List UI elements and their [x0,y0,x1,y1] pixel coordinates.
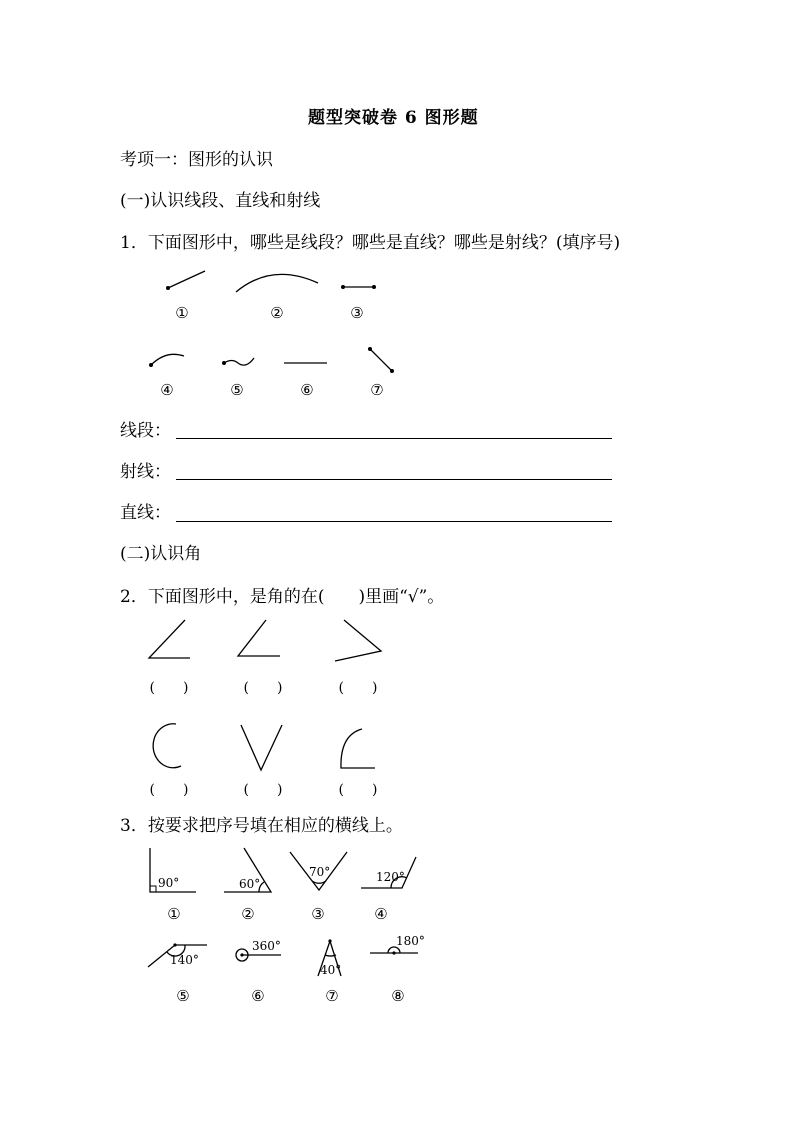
angle-value: 40° [320,963,342,977]
question-1-text: 1．下面图形中，哪些是线段？哪些是直线？哪些是射线？(填序号) [120,233,621,253]
figure-label: ⑥ [300,381,314,399]
angle-value: 360° [252,939,281,953]
answer-label-segment: 线段： [120,421,171,441]
figure-label: ③ [311,905,325,923]
angle-arc [312,881,326,883]
figure-label: ② [241,905,255,923]
figure-label: ⑤ [230,381,244,399]
figure-label: ① [167,905,181,923]
answer-label-line: 直线： [120,503,171,523]
figure-label: ⑥ [251,987,265,1005]
angle-value: 70° [309,865,331,879]
figure-label: ③ [350,304,364,322]
figure-label: ⑤ [176,987,190,1005]
part-heading: (二)认识角 [120,544,202,564]
angle-value: 140° [170,953,199,967]
question-3-text: 3．按要求把序号填在相应的横线上。 [120,816,403,836]
figure-label: ④ [160,381,174,399]
figure-label: ⑧ [391,987,405,1005]
vertex-dot [328,939,331,942]
figure-label: ⑦ [370,381,384,399]
angle-arc [325,955,336,956]
vertex-dot [173,943,176,946]
angle-value: 180° [396,934,425,948]
angle-value: 60° [239,877,261,891]
page-title: 题型突破卷 6 图形题 [308,108,479,128]
answer-paren[interactable]: ( ) [149,782,189,798]
figure-label: ② [270,304,284,322]
angle-value: 90° [158,876,180,890]
figure-label: ④ [374,905,388,923]
question-2-text: 2．下面图形中，是角的在( )里画“√”。 [120,587,445,607]
answer-label-ray: 射线： [120,462,171,482]
angle-value: 120° [376,870,405,884]
answer-paren[interactable]: ( ) [338,680,378,696]
part-heading: (一)认识线段、直线和射线 [120,191,321,211]
answer-paren[interactable]: ( ) [243,680,283,696]
answer-paren[interactable]: ( ) [338,782,378,798]
answer-paren[interactable]: ( ) [243,782,283,798]
vertex-dot [392,951,395,954]
figure-label: ① [175,304,189,322]
vertex-dot [240,953,243,956]
figure-label: ⑦ [325,987,339,1005]
right-angle-mark [150,886,156,892]
answer-paren[interactable]: ( ) [149,680,189,696]
section-heading: 考项一：图形的认识 [120,150,273,170]
